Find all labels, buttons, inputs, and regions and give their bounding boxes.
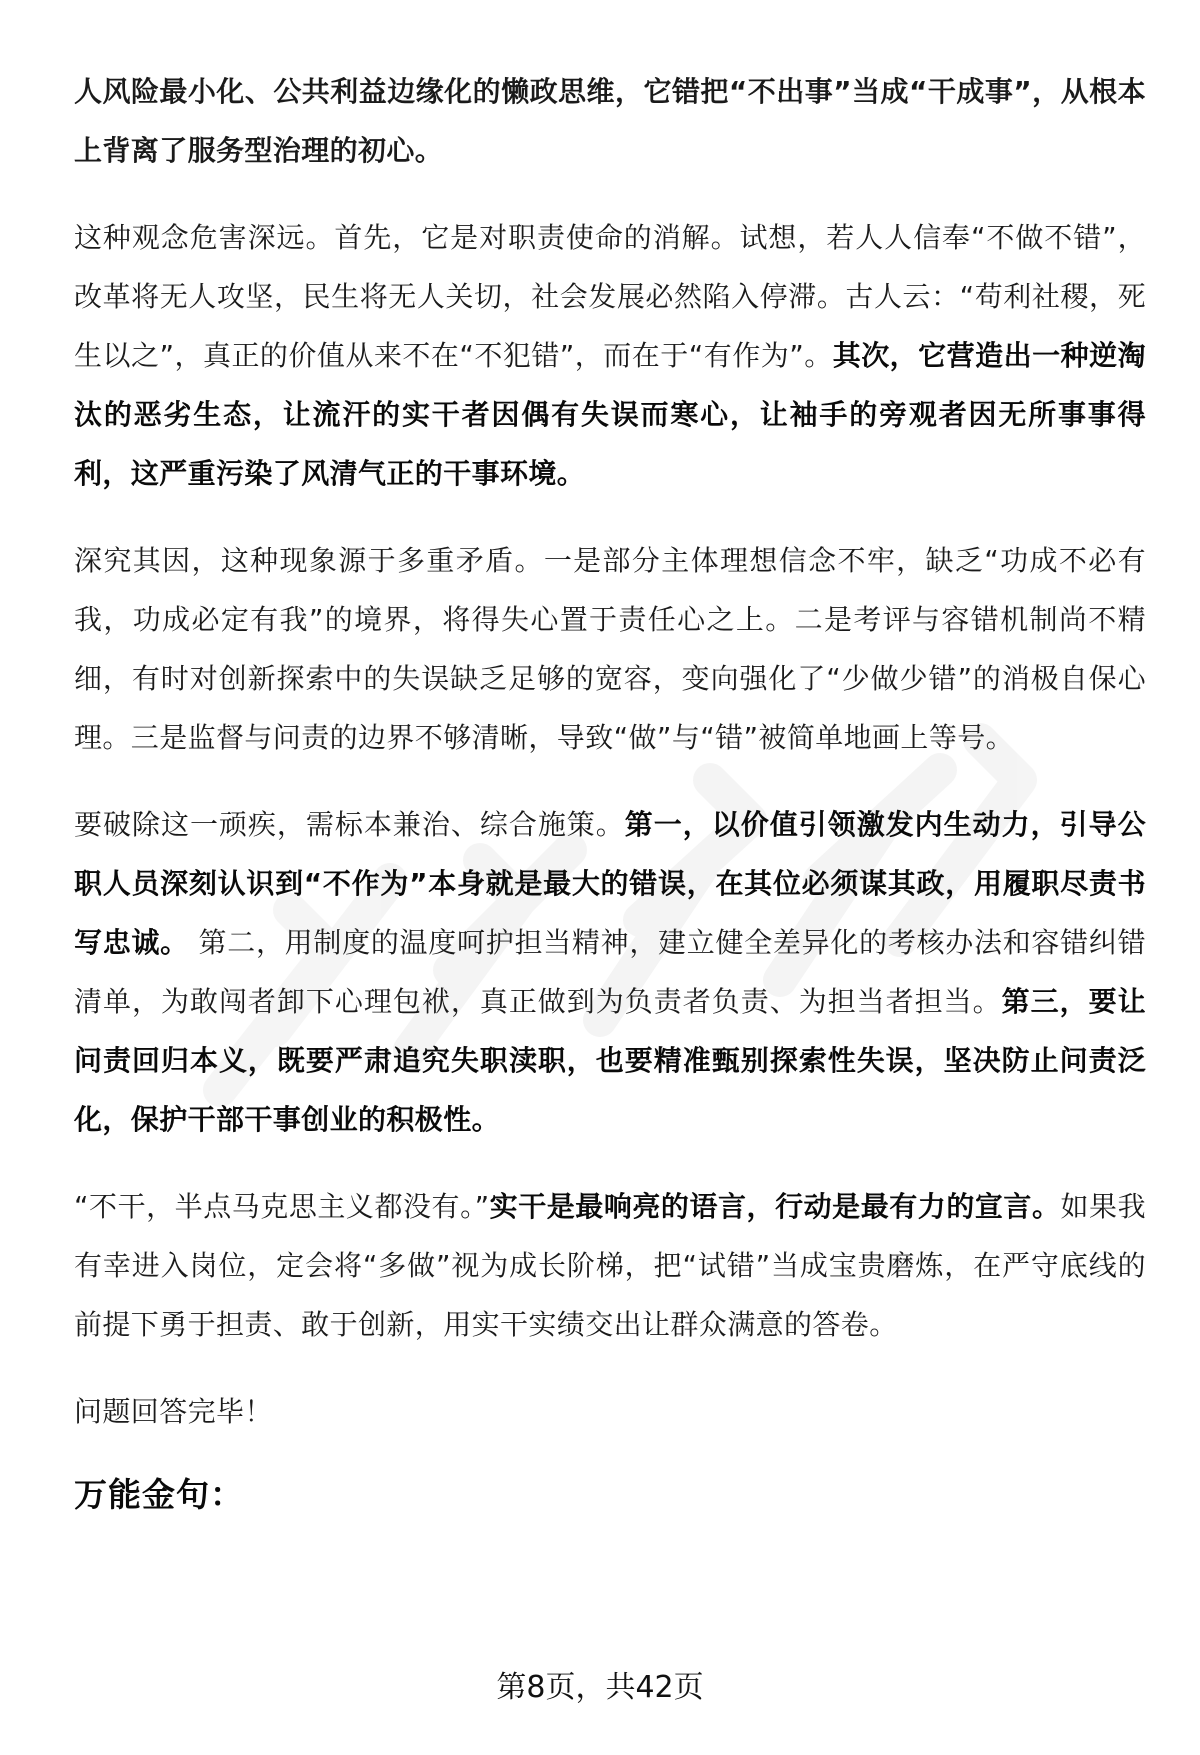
paragraph-1 (74, 62, 1146, 180)
paragraph-5-text: 如果我有幸进入岗位，定会将“多做”视为成长阶梯，把“试错”当成宝贵磨炼，在严守底线的前提下勇于担责、敢于创新，用实干实绩交出让群众满意的答卷。 (74, 1190, 1146, 1341)
paragraph-4-text-second: 第二，用制度的温度呵护担当精神，建立健全差异化的考核办法和容错纠错清单，为敢闯者卸下心理包袱，真正做到为负责者负责、为担当者担当。 (74, 926, 1146, 1018)
paragraph-2 (74, 208, 1146, 503)
paragraph-5 (74, 1177, 1146, 1354)
paragraph-4 (74, 795, 1146, 1149)
document-body (74, 62, 1146, 1516)
paragraph-6 (74, 1382, 1146, 1441)
paragraph-3 (74, 531, 1146, 767)
page-number: 第8页，共42页 (496, 1670, 704, 1705)
paragraph-2-bold-text: 其次，它营造出一种逆淘汰的恶劣生态，让流汗的实干者因偶有失误而寒心，让袖手的旁观者因无所事事得利，这严重污染了风清气正的干事环境。 (74, 339, 1146, 490)
paragraph-5-quote: “不干，半点马克思主义都没有。” (74, 1190, 490, 1223)
closing-line: 问题回答完毕！ (74, 1395, 273, 1428)
paragraph-3-text: 深究其因，这种现象源于多重矛盾。一是部分主体理想信念不牢，缺乏“功成不必有我，功成必定有我”的境界，将得失心置于责任心之上。二是考评与容错机制尚不精细，有时对创新探索中的失误缺乏足够的宽容，变向强化了“少做少错”的消极自保心理。三是监督与问责的边界不够清晰，导致“做”与“错”被简单地画上等号。 (74, 544, 1146, 754)
paragraph-2-text: 这种观念危害深远。首先，它是对职责使命的消解。试想，若人人信奉“不做不错”，改革将无人攻坚，民生将无人关切，社会发展必然陷入停滞。古人云：“苟利社稷，死生以之”，真正的价值从来不在“不犯错”，而在于“有作为”。 (74, 221, 1146, 372)
paragraph-5-bold: 实干是最响亮的语言，行动是最有力的宣言。 (489, 1190, 1061, 1223)
section-heading: 万能金句： (74, 1475, 244, 1514)
paragraph-4-bold-first: 第一，以价值引领激发内生动力，引导公职人员深刻认识到“不作为”本身就是最大的错误，在其位必须谋其政，用履职尽责书写忠诚。 (74, 808, 1147, 959)
paragraph-4-bold-third: 第三，要让问责回归本义，既要严肃追究失职渎职，也要精准甄别探索性失误，坚决防止问责泛化，保护干部干事创业的积极性。 (74, 985, 1146, 1136)
paragraph-4-text-intro: 要破除这一顽疾，需标本兼治、综合施策。 (74, 808, 625, 841)
paragraph-1-text: 人风险最小化、公共利益边缘化的懒政思维，它错把“不出事”当成“干成事”，从根本上背离了服务型治理的初心。 (74, 75, 1146, 167)
